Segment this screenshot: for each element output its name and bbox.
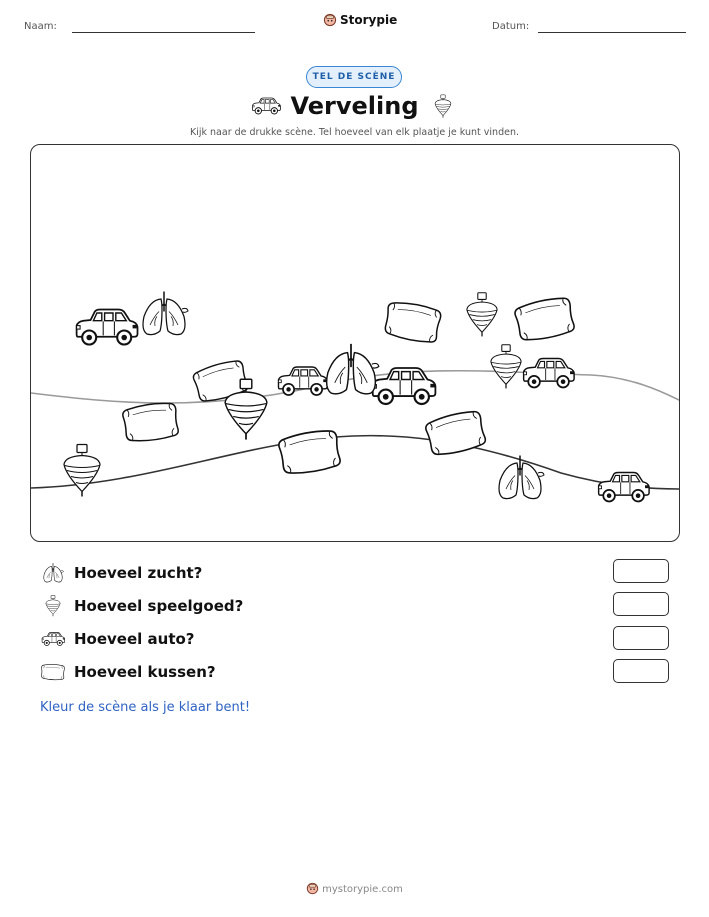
question-row-3 <box>40 626 195 652</box>
name-label: Naam: <box>24 21 57 32</box>
counting-scene <box>30 144 680 542</box>
scene-top-4 <box>64 445 100 497</box>
coloring-instruction: Kleur de scène als je klaar bent! <box>40 700 251 715</box>
scene-top-1 <box>467 293 497 337</box>
scene-illustration <box>31 145 680 542</box>
date-label: Datum: <box>492 21 530 32</box>
scene-car-4 <box>524 359 574 388</box>
scene-lungs-3 <box>499 456 544 499</box>
scene-lungs-1 <box>143 292 188 335</box>
question-text: Hoeveel speelgoed? <box>74 597 244 615</box>
scene-car-1 <box>77 310 138 345</box>
question-text: Hoeveel auto? <box>74 630 195 648</box>
brand-logo <box>323 13 397 27</box>
scene-car-2 <box>278 367 327 395</box>
scene-pillow-1 <box>384 301 442 344</box>
name-line[interactable] <box>72 32 255 33</box>
brand-name: Storypie <box>340 13 398 27</box>
scene-pillow-6 <box>424 407 488 459</box>
scene-lungs-2 <box>327 344 379 394</box>
storypie-logo-icon <box>306 882 319 895</box>
question-row-1 <box>40 560 202 586</box>
spinning-top-icon <box>432 94 454 119</box>
scene-pillow-2 <box>513 294 576 344</box>
answer-box-2[interactable] <box>613 592 669 616</box>
scene-top-2 <box>491 345 521 389</box>
scene-pillow-5 <box>277 427 342 478</box>
footer-url[interactable]: mystorypie.com <box>322 884 403 895</box>
car-icon <box>40 630 66 648</box>
date-line[interactable] <box>538 32 686 33</box>
answer-box-4[interactable] <box>613 659 669 683</box>
page-subtitle: Kijk naar de drukke scène. Tel hoeveel van elk plaatje je kunt vinden. <box>190 127 519 138</box>
question-text: Hoeveel zucht? <box>74 564 203 582</box>
scene-pillow-4 <box>122 400 181 445</box>
scene-car-5 <box>599 473 649 502</box>
page-title: Verveling <box>290 92 419 120</box>
lungs-icon <box>40 562 66 584</box>
answer-box-1[interactable] <box>613 559 669 583</box>
question-text: Hoeveel kussen? <box>74 663 216 681</box>
answer-box-3[interactable] <box>613 626 669 650</box>
spinning-top-icon <box>40 595 66 617</box>
storypie-logo-icon <box>323 13 337 27</box>
question-row-2 <box>40 593 243 619</box>
activity-badge: TEL DE SCÈNE <box>306 66 402 88</box>
pillow-icon <box>40 663 66 681</box>
question-row-4 <box>40 659 216 685</box>
footer-url-row <box>0 882 709 895</box>
scene-car-3 <box>373 368 436 404</box>
